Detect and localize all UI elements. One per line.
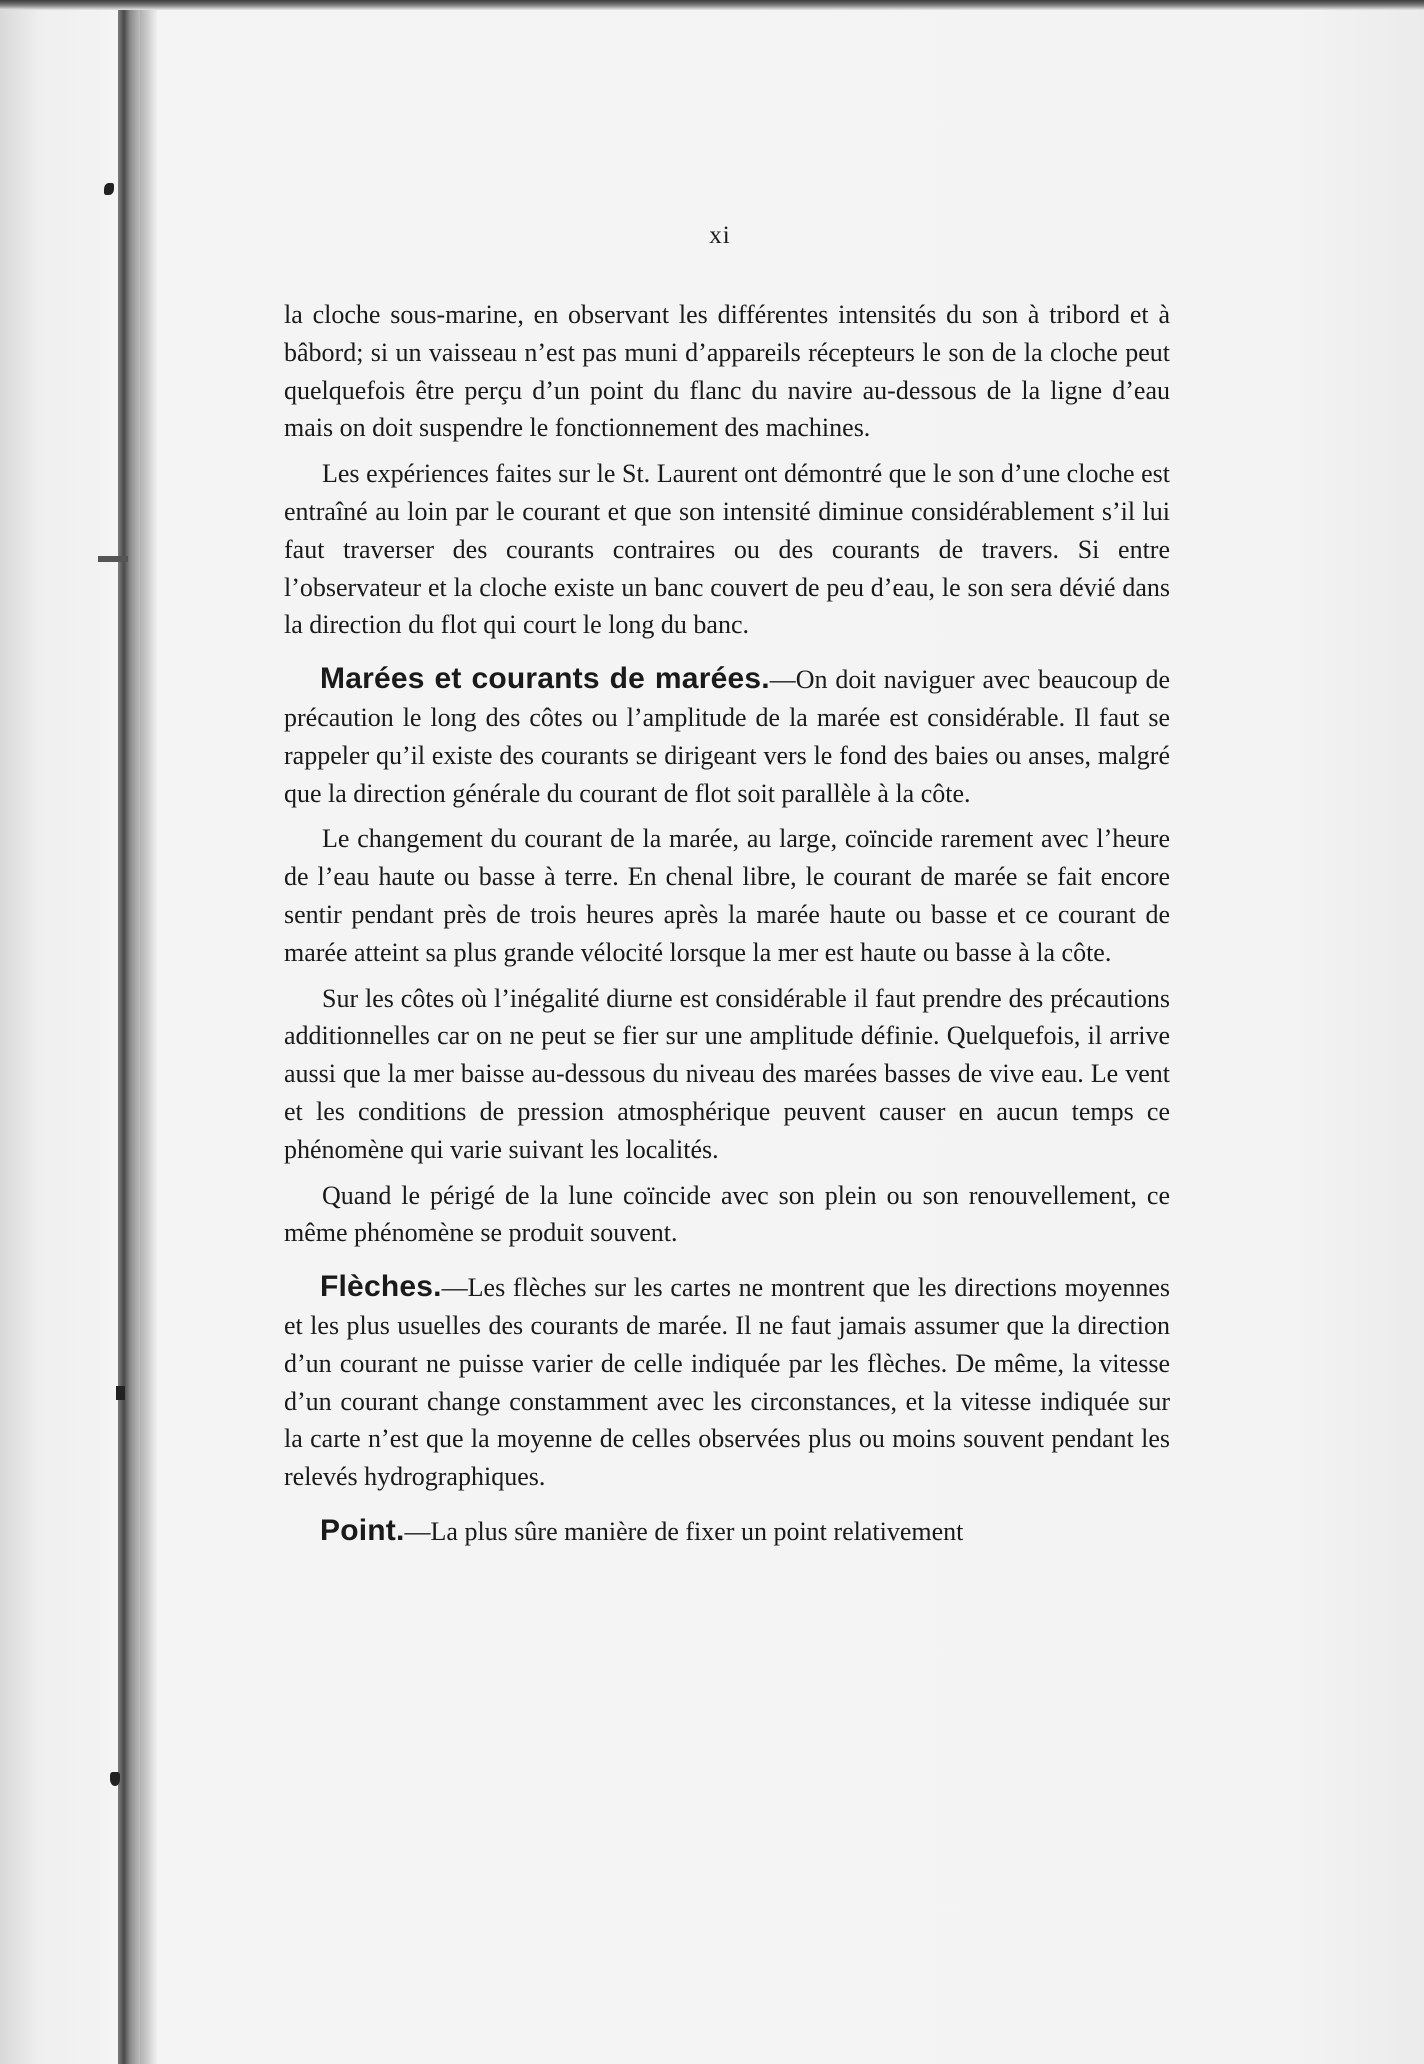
paragraph-text: —Les flèches sur les cartes ne montrent que les directions moyennes et les plus usuelles des courants de marée. Il ne faut jamais assumer que la direction d’un courant ne puisse varier de celle indiquée par les flèches. De même, la vitesse d’un courant change constamment avec les circonstances, et la vitesse indiquée sur la carte n’est que la moyenne de celles observées plus ou moins souvent pendant les relevés hydrographiques. [284,1273,1170,1492]
paragraph-inegalite-diurne [284,980,1170,1169]
paragraph-text: Sur les côtes où l’inégalité diurne est considérable il faut prendre des précautions additionnelles car on ne peut se fier sur une amplitude définie. Quelquefois, il arrive aussi que la mer baisse au-dessous du niveau des marées basses de vive eau. Le vent et les conditions de pression atmosphérique peuvent causer en aucun temps ce phénomène qui varie suivant les localités. [284,983,1170,1164]
body-text [284,296,1170,1559]
section-point [284,1512,1170,1551]
paragraph-text: —On doit naviguer avec beaucoup de précaution le long des côtes ou l’amplitude de la marée est considérable. Il faut se rappeler qu’il existe des courants se dirigeant vers le fond des baies ou anses, malgré que la direction générale du courant de flot soit parallèle à la côte. [284,665,1170,808]
section-heading: Point. [320,1513,405,1547]
paragraph-text: la cloche sous-marine, en observant les différentes intensités du son à tribord et à bâbord; si un vaisseau n’est pas muni d’appareils récepteurs le son de la cloche peut quelquefois être perçu d’un point du flanc du navire au-dessous de la ligne d’eau mais on doit suspendre le fonctionnement des machines. [284,300,1170,443]
section-heading: Flèches. [320,1270,442,1304]
paragraph-cloche-sous-marine [284,296,1170,447]
paragraph-experiences-st-laurent [284,455,1170,644]
paragraph-text: Les expériences faites sur le St. Laurent ont démontré que le son d’une cloche est entraîné au loin par le courant et que son intensité diminue considérablement s’il lui faut traverser des courants contraires ou des courants de travers. Si entre l’observateur et la cloche existe un banc couvert de peu d’eau, le son sera dévié dans la direction du flot qui court le long du banc. [284,459,1170,640]
paragraph-text: Le changement du courant de la marée, au large, coïncide rarement avec l’heure de l’eau haute ou basse à terre. En chenal libre, le courant de marée se fait encore sentir pendant près de trois heures après la marée haute ou basse et ce courant de marée atteint sa plus grande vélocité lorsque la mer est haute ou basse à la côte. [284,824,1170,967]
section-fleches [284,1268,1170,1496]
paragraph-text: Quand le périgé de la lune coïncide avec son plein ou son renouvellement, ce même phénomène se produit souvent. [284,1180,1170,1248]
section-heading: Marées et courants de marées. [320,662,770,696]
paragraph-text: —La plus sûre manière de fixer un point relativement [404,1516,964,1546]
paragraph-perige-lune [284,1177,1170,1253]
section-marees [284,660,1170,812]
paragraph-changement-courant [284,820,1170,971]
page-number: xi [709,222,731,249]
